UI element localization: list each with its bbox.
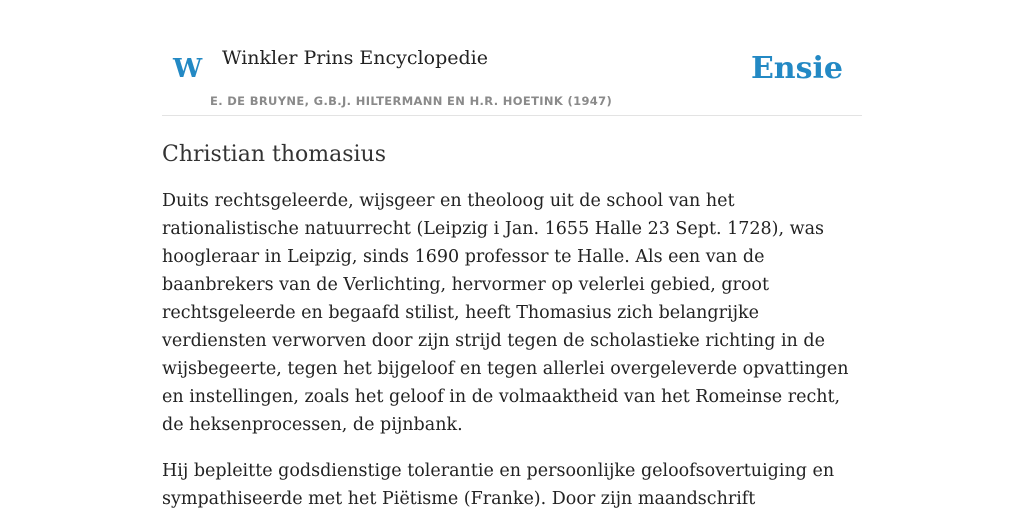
article-title: Christian thomasius [162,142,387,167]
article-paragraph: Hij bepleitte godsdienstige tolerantie en persoonlijke geloofsovertuiging en sympathiseerde met het Piëtisme (Franke). Door zijn maandschrift [162,461,835,509]
encyclopedia-authors: E. DE BRUYNE, G.B.J. HILTERMANN EN H.R. HOETINK (1947) [210,94,613,108]
site-header [162,0,862,116]
article [162,136,862,512]
encyclopedia-title[interactable]: Winkler Prins Encyclopedie [222,47,488,69]
article-paragraph: Duits rechtsgeleerde, wijsgeer en theoloog uit de school van het rationalistische natuurrecht (Leipzig i Jan. 1655 Halle 23 Sept. 1728), was hoogleraar in Leipzig, sinds 1690 professor te Halle. Als een van de baanbrekers van de Verlichting, hervormer op velerlei gebied, groot rechtsgeleerde en begaafd stilist, heeft Thomasius zich belangrijke verdiensten verworven door zijn strijd tegen de scholastieke richting in de wijsbegeerte, tegen het bijgeloof en tegen allerlei overgeleverde opvattingen en instellingen, zoals het geloof in de volmaaktheid van het Romeinse recht, de heksenprocessen, de pijnbank. [162,191,849,435]
encyclopedia-logo[interactable]: W [173,54,203,84]
brand-logo[interactable]: Ensie [750,51,843,86]
